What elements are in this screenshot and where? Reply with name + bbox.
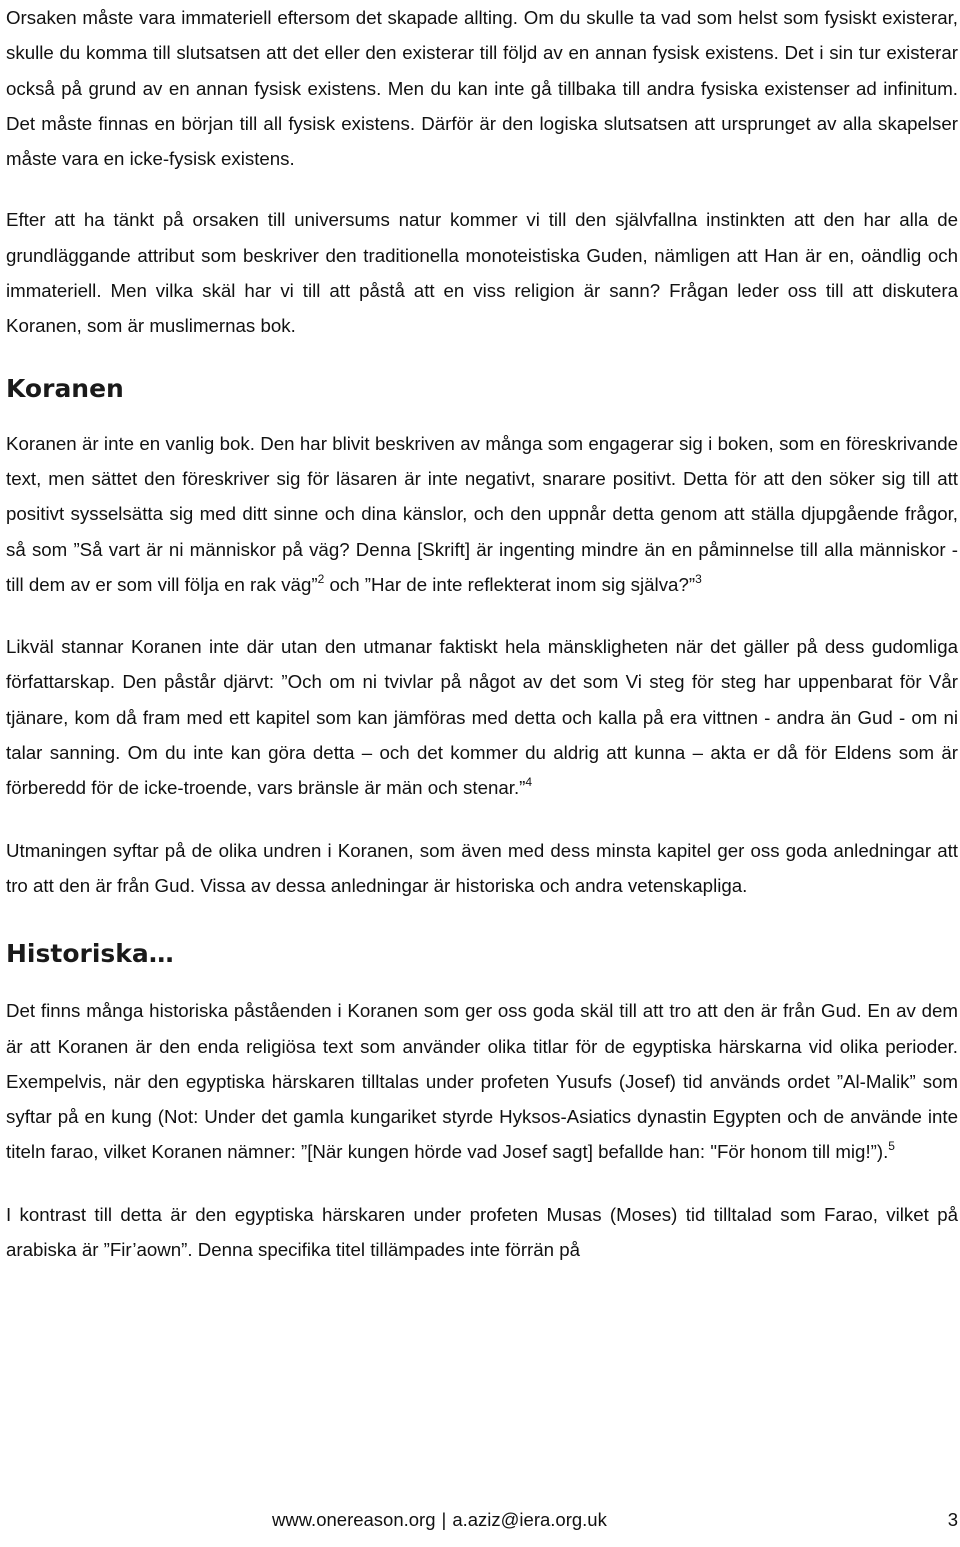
paragraph-pharaoh-title: I kontrast till detta är den egyptiska härskaren under profeten Musas (Moses) tid tilltalad som Farao, vilket på arabiska är ”Fir’aown”. Denna specifika titel tillämpades inte förrän på [6, 1203, 958, 1261]
paragraph-miracles: Utmaningen syftar på de olika undren i Koranen, som även med dess minsta kapitel ger oss goda anledningar att tro att den är från Gud. Vissa av dessa anledningar är historiska och andra vetenskapliga. [6, 839, 958, 896]
paragraph-text: Det finns många historiska påståenden i Koranen som ger oss goda skäl till att tro att den är från Gud. En av dem är att Koranen är den enda religiösa text som använder olika titlar för de egyptiska härskarna vid olika perioder. Exempelvis, när den egyptiska härskaren tilltalas under profeten Yusufs (Josef) tid används ordet ”Al-Malik” som syftar på en kung (Not: Under det gamla kungariket styrde Hyksos-Asiatics dynastin Egypten och de använde inte titeln farao, vilket Koranen nämner: ”[När kungen hörde vad Josef sagt] befallde han: "För honom till mig!”). [6, 1000, 958, 1163]
footer-separator: | [441, 1509, 447, 1530]
paragraph-challenge [6, 629, 958, 805]
paragraph-text: Koranen är inte en vanlig bok. Den har blivit beskriven av många som engagerar sig i boken, som en föreskrivande text, men sättet den föreskriver sig för läsaren är inte negativt, snarare positivt. Detta för att den söker sig till att positivt sysselsätta sig med ditt sinne och dina känslor, och den uppnår detta genom att ställa djupgående frågor, så som ”Så vart är ni människor på väg? Denna [Skrift] är ingenting mindre än en påminnelse till alla människor - till dem av er som vill följa en rak väg” [6, 432, 958, 595]
paragraph-monotheistic-god: Efter att ha tänkt på orsaken till universums natur kommer vi till den självfallna instinkten att den har alla de grundläggande attribut som beskriver den traditionella monoteistiska Guden, nämligen att Han är en, oändlig och immateriell. Men vilka skäl har vi till att påstå att en viss religion är sann? Frågan leder oss till att diskutera Koranen, som är muslimernas bok. [6, 209, 958, 337]
paragraph-immaterial-cause: Orsaken måste vara immateriell eftersom det skapade allting. Om du skulle ta vad som helst som fysiskt existerar, skulle du komma till slutsatsen att det eller den existerar till följd av en annan fysisk existens. Det i sin tur existerar också på grund av en annan fysisk existens. Men du kan inte gå tillbaka till andra fysiska existenser ad infinitum. Det måste finnas en början till all fysisk existens. Därför är den logiska slutsatsen att ursprunget av alla skapelser måste vara en icke-fysisk existens. [6, 7, 958, 170]
paragraph-text: Likväl stannar Koranen inte där utan den utmanar faktiskt hela mänskligheten när det gäller på dess gudomliga författarskap. Den påstår djärvt: ”Och om ni tvivlar på något av det som Vi steg för steg har uppenbarat för Vår tjänare, kom då fram med ett kapitel som kan jämföras med detta och kalla på era vittnen - andra än Gud - om ni talar sanning. Om du inte kan göra detta – och det kommer du aldrig att kunna – akta er då för Eldens som är förberedd för de icke-troende, vars bränsle är män och stenar.” [6, 636, 958, 799]
paragraph-koranen-intro [6, 426, 958, 602]
footnote-marker-4: 4 [525, 775, 533, 790]
footnote-marker-5: 5 [888, 1139, 895, 1154]
page-number: 3 [947, 1509, 958, 1530]
paragraph-historical-claims [6, 993, 958, 1169]
footnote-marker-3: 3 [695, 572, 702, 587]
document-page [6, 0, 958, 1267]
heading-historiska: Historiska… [6, 939, 174, 969]
paragraph-text: och ”Har de inte reflekterat inom sig själva?” [324, 573, 696, 595]
heading-koranen: Koranen [6, 373, 124, 403]
footnote-marker-2: 2 [317, 572, 325, 587]
page-footer [272, 1508, 958, 1532]
footer-email-link[interactable]: a.aziz@iera.org.uk [452, 1509, 607, 1530]
footer-website-link[interactable]: www.onereason.org [272, 1509, 436, 1530]
